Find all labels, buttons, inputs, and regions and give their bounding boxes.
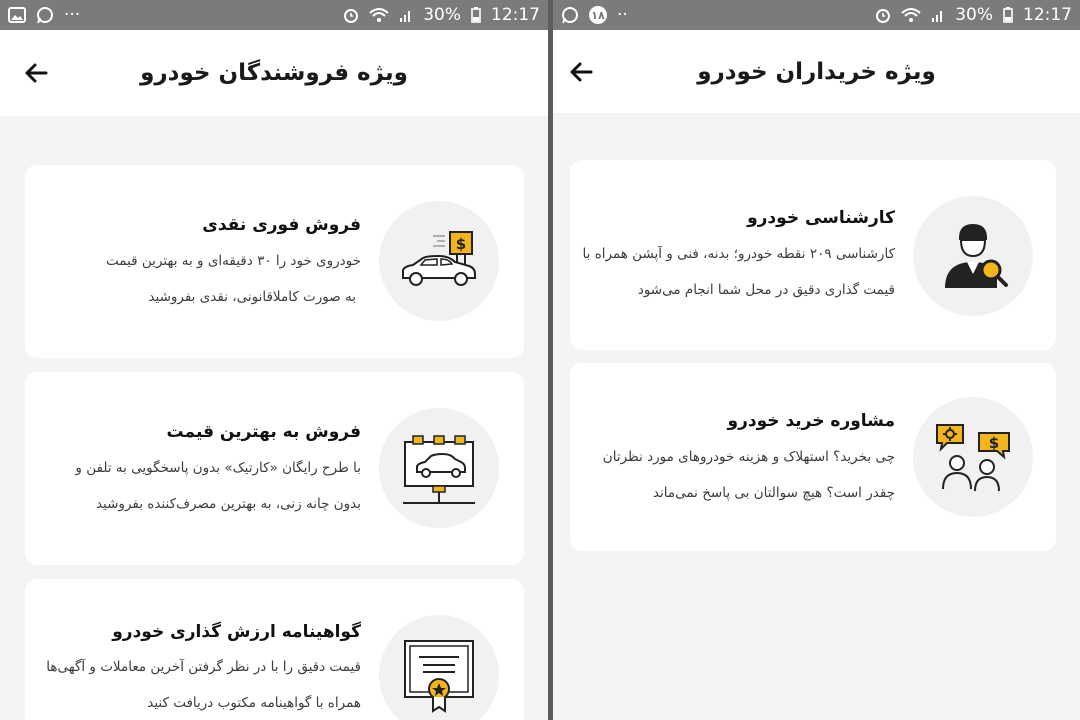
page-title: ویژه خریداران خودرو bbox=[697, 58, 936, 85]
overflow-dots: ·· bbox=[617, 5, 628, 25]
back-arrow-icon[interactable] bbox=[22, 59, 50, 87]
signal-icon bbox=[931, 7, 945, 23]
consultation-icon bbox=[913, 397, 1033, 517]
notification-badge: ۱۸ bbox=[589, 6, 607, 24]
battery-percent: 30% bbox=[423, 5, 461, 25]
card-title: فروش به بهترین قیمت bbox=[166, 422, 361, 442]
card-description-line-2: چقدر است؟ هیچ سوالتان بی پاسخ نمی‌ماند bbox=[652, 485, 895, 501]
whatsapp-icon bbox=[36, 6, 54, 24]
battery-icon bbox=[1003, 7, 1013, 23]
wifi-icon bbox=[369, 7, 389, 23]
purchase-consultation-card[interactable] bbox=[570, 363, 1056, 551]
valuation-certificate-card[interactable] bbox=[25, 579, 524, 720]
card-description-line-2: بدون چانه زنی، به بهترین مصرف‌کننده بفروشید bbox=[95, 496, 361, 512]
gallery-icon bbox=[8, 7, 26, 23]
app-bar bbox=[0, 30, 548, 116]
card-description-line-2: قیمت گذاری دقیق در محل شما انجام می‌شود bbox=[637, 282, 895, 298]
status-bar bbox=[553, 0, 1080, 30]
battery-percent: 30% bbox=[955, 5, 993, 25]
back-arrow-icon[interactable] bbox=[567, 58, 595, 86]
billboard-car-icon bbox=[379, 408, 499, 528]
card-description-line-2: همراه با گواهینامه مکتوب دریافت کنید bbox=[147, 695, 361, 711]
app-bar bbox=[553, 30, 1080, 113]
card-title: کارشناسی خودرو bbox=[747, 208, 895, 228]
svg-text:$: $ bbox=[455, 235, 467, 253]
clock: 12:17 bbox=[491, 5, 540, 25]
alarm-icon bbox=[875, 7, 891, 23]
car-inspection-card[interactable] bbox=[570, 160, 1056, 350]
card-description-line-2: به صورت کاملاقانونی، نقدی بفروشید bbox=[148, 289, 356, 305]
car-price-icon bbox=[379, 201, 499, 321]
certificate-icon bbox=[379, 615, 499, 720]
page-title: ویژه فروشندگان خودرو bbox=[140, 60, 408, 86]
card-title: فروش فوری نقدی bbox=[202, 215, 361, 235]
signal-icon bbox=[399, 7, 413, 23]
battery-icon bbox=[471, 7, 481, 23]
card-title: گواهینامه ارزش گذاری خودرو bbox=[112, 622, 361, 642]
card-description-line-1: قیمت دقیق را با در نظر گرفتن آخرین معاملات و آگهی‌ها bbox=[46, 659, 361, 675]
instant-cash-sale-card[interactable] bbox=[25, 165, 524, 358]
best-price-sale-card[interactable] bbox=[25, 372, 524, 565]
overflow-dots: ··· bbox=[64, 5, 81, 25]
whatsapp-icon bbox=[561, 6, 579, 24]
card-description-line-1: چی بخرید؟ استهلاک و هزینه خودروهای مورد نظرتان bbox=[602, 449, 895, 465]
card-description-line-1: کارشناسی ۲۰۹ نقطه خودرو؛ بدنه، فنی و آپشن همراه با bbox=[582, 246, 895, 262]
alarm-icon bbox=[343, 7, 359, 23]
card-description-line-1: با طرح رایگان «کارتیک» بدون پاسخگویی به تلفن و bbox=[75, 460, 361, 476]
inspector-icon bbox=[913, 196, 1033, 316]
wifi-icon bbox=[901, 7, 921, 23]
svg-text:$: $ bbox=[988, 434, 1000, 452]
status-bar bbox=[0, 0, 548, 30]
clock: 12:17 bbox=[1023, 5, 1072, 25]
card-title: مشاوره خرید خودرو bbox=[727, 411, 895, 431]
card-description-line-1: خودروی خود را ۳۰ دقیقه‌ای و به بهترین قیمت bbox=[106, 253, 361, 269]
buyers-screen bbox=[553, 0, 1080, 720]
